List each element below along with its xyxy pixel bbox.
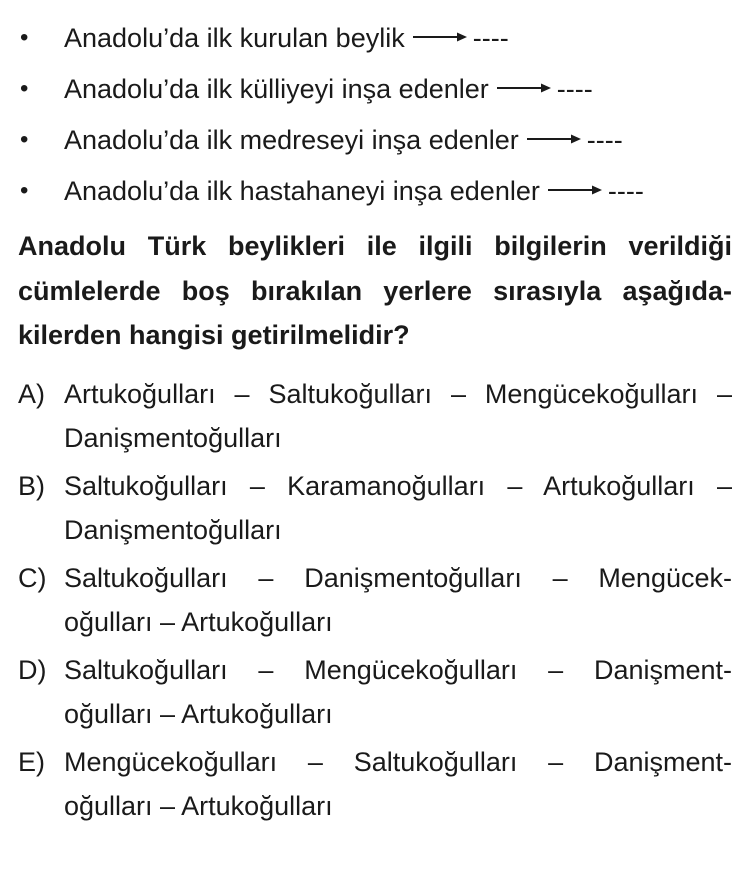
statement-list: [0, 16, 756, 220]
statement-blank: ----: [607, 176, 644, 206]
option-b[interactable]: [0, 464, 756, 556]
option-text-line1: Saltukoğulları – Danişmentoğulları – Mengücek-: [64, 563, 732, 593]
statement-text: Anadolu’da ilk hastahaneyi inşa edenler: [64, 176, 540, 206]
option-letter: B): [18, 471, 45, 501]
option-text-line1: Artukoğulları – Saltukoğulları – Mengücekoğulları –: [64, 379, 732, 409]
statement-item: [0, 16, 756, 67]
option-text-line2: Danişmentoğulları: [64, 515, 282, 545]
option-letter: C): [18, 563, 47, 593]
statement-item: [0, 169, 756, 220]
option-d[interactable]: [0, 648, 756, 740]
statement-blank: ----: [586, 125, 623, 155]
option-text-line2: Danişmentoğulları: [64, 423, 282, 453]
right-arrow-icon: [413, 31, 467, 43]
right-arrow-icon: [548, 184, 602, 196]
option-text-line1: Mengücekoğulları – Saltukoğulları – Danişment-: [64, 747, 732, 777]
answer-options: [0, 372, 756, 832]
statement-text: Anadolu’da ilk külliyeyi inşa edenler: [64, 74, 489, 104]
statement-blank: ----: [472, 23, 509, 53]
option-text-line2: oğulları – Artukoğulları: [64, 607, 333, 637]
option-c[interactable]: [0, 556, 756, 648]
statement-text: Anadolu’da ilk medreseyi inşa edenler: [64, 125, 519, 155]
option-letter: E): [18, 747, 45, 777]
bullet-icon: •: [20, 177, 29, 204]
option-text-line2: oğulları – Artukoğulları: [64, 791, 333, 821]
statement-item: [0, 67, 756, 118]
bullet-icon: •: [20, 75, 29, 102]
statement-blank: ----: [556, 74, 593, 104]
bullet-icon: •: [20, 126, 29, 153]
option-text-line1: Saltukoğulları – Mengücekoğulları – Danişment-: [64, 655, 732, 685]
option-letter: D): [18, 655, 47, 685]
option-text-line1: Saltukoğulları – Karamanoğulları – Artukoğulları –: [64, 471, 732, 501]
right-arrow-icon: [527, 133, 581, 145]
statement-text: Anadolu’da ilk kurulan beylik: [64, 23, 405, 53]
option-a[interactable]: [0, 372, 756, 464]
question-text: Anadolu Türk beylikleri ile ilgili bilgilerin verildiği cümlelerde boş bırakılan yerlere sırasıyla aşağıda- kilerden hangisi getirilmelidir?: [18, 231, 732, 350]
option-e[interactable]: [0, 740, 756, 832]
statement-item: [0, 118, 756, 169]
option-text-line2: oğulları – Artukoğulları: [64, 699, 333, 729]
right-arrow-icon: [497, 82, 551, 94]
bullet-icon: •: [20, 24, 29, 51]
option-letter: A): [18, 379, 45, 409]
